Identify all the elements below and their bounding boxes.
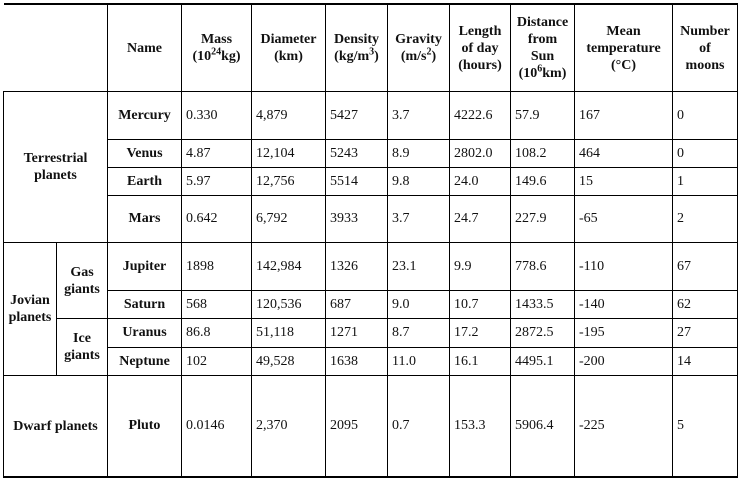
mass-value: 0.0146: [182, 376, 252, 478]
distance-value: 57.9: [511, 92, 575, 140]
density-value: 1638: [326, 348, 388, 376]
gravity-value: 23.1: [388, 243, 450, 291]
temperature-value: 167: [575, 92, 673, 140]
header-name: Name: [108, 4, 182, 92]
distance-value: 4495.1: [511, 348, 575, 376]
distance-value: 5906.4: [511, 376, 575, 478]
moons-value: 62: [673, 291, 738, 319]
gravity-value: 3.7: [388, 196, 450, 243]
length-of-day-value: 24.0: [450, 168, 511, 196]
planet-name: Jupiter: [108, 243, 182, 291]
subgroup-gas-giants: Gas giants: [57, 243, 108, 319]
moons-value: 2: [673, 196, 738, 243]
moons-value: 0: [673, 140, 738, 168]
mass-value: 0.642: [182, 196, 252, 243]
mass-value: 4.87: [182, 140, 252, 168]
length-of-day-value: 4222.6: [450, 92, 511, 140]
gravity-value: 9.8: [388, 168, 450, 196]
planet-name: Uranus: [108, 319, 182, 348]
header-mass: Mass $(10^{24}kg)$: [182, 4, 252, 92]
table-row: [4, 92, 738, 140]
distance-value: 108.2: [511, 140, 575, 168]
table-row: [4, 243, 738, 291]
group-dwarf-planets: Dwarf planets: [4, 376, 108, 478]
gravity-value: 9.0: [388, 291, 450, 319]
mass-value: 5.97: [182, 168, 252, 196]
gravity-value: 3.7: [388, 92, 450, 140]
length-of-day-value: 2802.0: [450, 140, 511, 168]
group-jovian-planets: Jovian planets: [4, 243, 57, 376]
mass-value: 86.8: [182, 319, 252, 348]
planet-name: Venus: [108, 140, 182, 168]
diameter-value: 2,370: [252, 376, 326, 478]
header-diameter: Diameter (km): [252, 4, 326, 92]
density-value: 5514: [326, 168, 388, 196]
table-row: [4, 319, 738, 348]
distance-value: 778.6: [511, 243, 575, 291]
header-row: [4, 4, 738, 92]
density-value: 5243: [326, 140, 388, 168]
temperature-value: -110: [575, 243, 673, 291]
diameter-value: 142,984: [252, 243, 326, 291]
moons-value: 0: [673, 92, 738, 140]
planets-table: [3, 3, 738, 478]
temperature-value: 464: [575, 140, 673, 168]
length-of-day-value: 16.1: [450, 348, 511, 376]
gravity-value: 0.7: [388, 376, 450, 478]
moons-value: 1: [673, 168, 738, 196]
temperature-value: -225: [575, 376, 673, 478]
gravity-value: 11.0: [388, 348, 450, 376]
header-number-of-moons: Number of moons: [673, 4, 738, 92]
length-of-day-value: 10.7: [450, 291, 511, 319]
table-row: [4, 168, 738, 196]
length-of-day-value: 153.3: [450, 376, 511, 478]
planet-name: Earth: [108, 168, 182, 196]
distance-value: 227.9: [511, 196, 575, 243]
diameter-value: 6,792: [252, 196, 326, 243]
moons-value: 14: [673, 348, 738, 376]
distance-value: 149.6: [511, 168, 575, 196]
distance-value: 1433.5: [511, 291, 575, 319]
density-value: 2095: [326, 376, 388, 478]
temperature-value: -195: [575, 319, 673, 348]
header-mean-temperature: Mean temperature (°C): [575, 4, 673, 92]
mass-value: 0.330: [182, 92, 252, 140]
moons-value: 67: [673, 243, 738, 291]
moons-value: 5: [673, 376, 738, 478]
diameter-value: 49,528: [252, 348, 326, 376]
density-value: 3933: [326, 196, 388, 243]
diameter-value: 51,118: [252, 319, 326, 348]
temperature-value: -65: [575, 196, 673, 243]
table-row: [4, 376, 738, 478]
diameter-value: 12,104: [252, 140, 326, 168]
planet-name: Pluto: [108, 376, 182, 478]
subgroup-ice-giants: Ice giants: [57, 319, 108, 376]
gravity-value: 8.7: [388, 319, 450, 348]
density-value: 5427: [326, 92, 388, 140]
density-value: 1271: [326, 319, 388, 348]
density-value: 687: [326, 291, 388, 319]
length-of-day-value: 24.7: [450, 196, 511, 243]
header-distance-from-sun: Distance from Sun $(10^6km)$: [511, 4, 575, 92]
diameter-value: 12,756: [252, 168, 326, 196]
length-of-day-value: 17.2: [450, 319, 511, 348]
mass-value: 568: [182, 291, 252, 319]
density-value: 1326: [326, 243, 388, 291]
distance-value: 2872.5: [511, 319, 575, 348]
corner-cell: [4, 4, 108, 92]
header-length-of-day: Length of day (hours): [450, 4, 511, 92]
temperature-value: -200: [575, 348, 673, 376]
planet-name: Mercury: [108, 92, 182, 140]
moons-value: 27: [673, 319, 738, 348]
table-row: [4, 140, 738, 168]
gravity-value: 8.9: [388, 140, 450, 168]
planet-name: Mars: [108, 196, 182, 243]
length-of-day-value: 9.9: [450, 243, 511, 291]
planet-name: Saturn: [108, 291, 182, 319]
temperature-value: -140: [575, 291, 673, 319]
header-density: Density $(kg/m^3)$: [326, 4, 388, 92]
planet-name: Neptune: [108, 348, 182, 376]
diameter-value: 4,879: [252, 92, 326, 140]
group-terrestrial-planets: Terrestrial planets: [4, 92, 108, 243]
table-row: [4, 348, 738, 376]
mass-value: 102: [182, 348, 252, 376]
table-row: [4, 196, 738, 243]
header-gravity: Gravity $(m/s^2)$: [388, 4, 450, 92]
diameter-value: 120,536: [252, 291, 326, 319]
mass-value: 1898: [182, 243, 252, 291]
table-row: [4, 291, 738, 319]
temperature-value: 15: [575, 168, 673, 196]
